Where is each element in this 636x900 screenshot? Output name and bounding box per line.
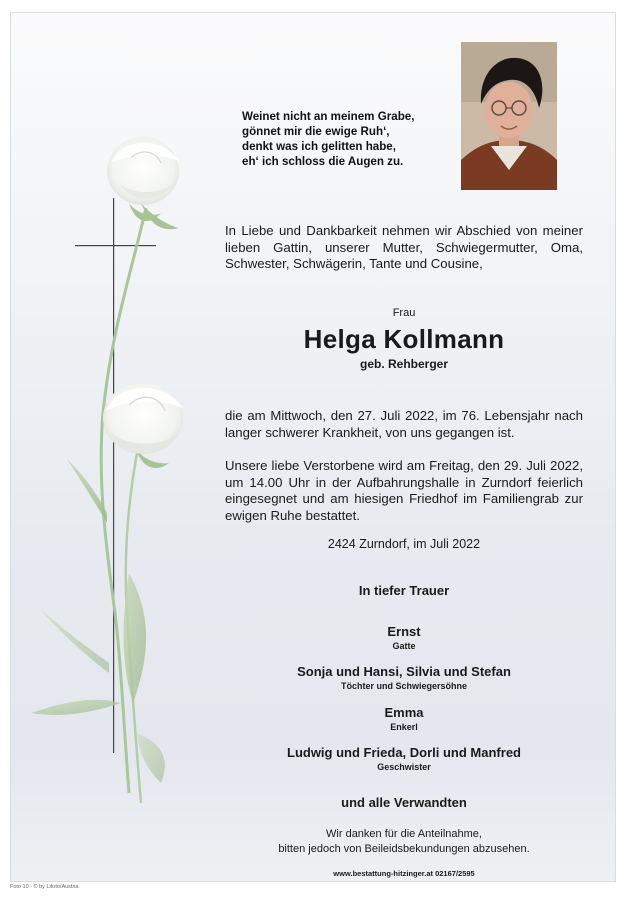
funeral-notice: Unsere liebe Verstorbene wird am Freitag, den 29. Juli 2022, um 14.00 Uhr in der Aufbahrungshalle in Zurndorf feierlich eingesegnet und am hiesigen Friedhof im Familiengrab zur ewigen Ruhe bestattet. [225, 458, 583, 523]
parte-card [10, 12, 616, 882]
poem [242, 109, 442, 169]
mourner-role: Enkerl [390, 722, 418, 732]
poem-line: gönnet mir die ewige Ruh‘, [242, 125, 390, 138]
mourner-entry [211, 705, 597, 732]
thanks-line: bitten jedoch von Beileidsbekundungen abzusehen. [278, 842, 530, 855]
thanks-note [211, 827, 597, 856]
mourner-role: Geschwister [377, 762, 431, 772]
portrait-photo [461, 42, 557, 190]
mourner-role: Töchter und Schwiegersöhne [340, 681, 468, 691]
salutation: Frau [392, 307, 416, 319]
relatives: und alle Verwandten [341, 795, 467, 810]
white-roses-illustration [11, 13, 211, 881]
mourner-name: Ernst [387, 624, 421, 639]
maiden-name: geb. Rehberger [359, 357, 449, 371]
mourner-entry [211, 624, 597, 651]
poem-line: eh‘ ich schloss die Augen zu. [242, 155, 404, 168]
portrait-photo-icon [461, 42, 557, 190]
poem-line: denkt was ich gelitten habe, [242, 140, 396, 153]
mourner-name: Ludwig und Frieda, Dorli und Manfred [287, 745, 521, 760]
mourning-header: In tiefer Trauer [358, 583, 450, 598]
mourner-entry [211, 745, 597, 772]
mourner-entry [211, 664, 597, 691]
photo-credit: Foto 10 - © by Lifoto/Austria [10, 884, 79, 890]
intro-text: In Liebe und Dankbarkeit nehmen wir Abschied von meiner lieben Gattin, unserer Mutter, Schwiegermutter, Oma, Schwester, Schwägerin, Tante und Cousine, [225, 223, 583, 272]
poem-line: Weinet nicht an meinem Grabe, [242, 110, 415, 123]
thanks-line: Wir danken für die Anteilnahme, [326, 828, 482, 840]
deceased-name: Helga Kollmann [303, 324, 505, 354]
mourner-name: Sonja und Hansi, Silvia und Stefan [297, 664, 511, 679]
funeral-home-website: www.bestattung-hitzinger.at 02167/2595 [333, 869, 475, 878]
death-notice: die am Mittwoch, den 27. Juli 2022, im 76. Lebensjahr nach langer schwerer Krankheit, von uns gegangen ist. [225, 408, 583, 440]
mourner-role: Gatte [392, 641, 416, 651]
mourner-name: Emma [384, 705, 424, 720]
place-date: 2424 Zurndorf, im Juli 2022 [327, 537, 481, 551]
